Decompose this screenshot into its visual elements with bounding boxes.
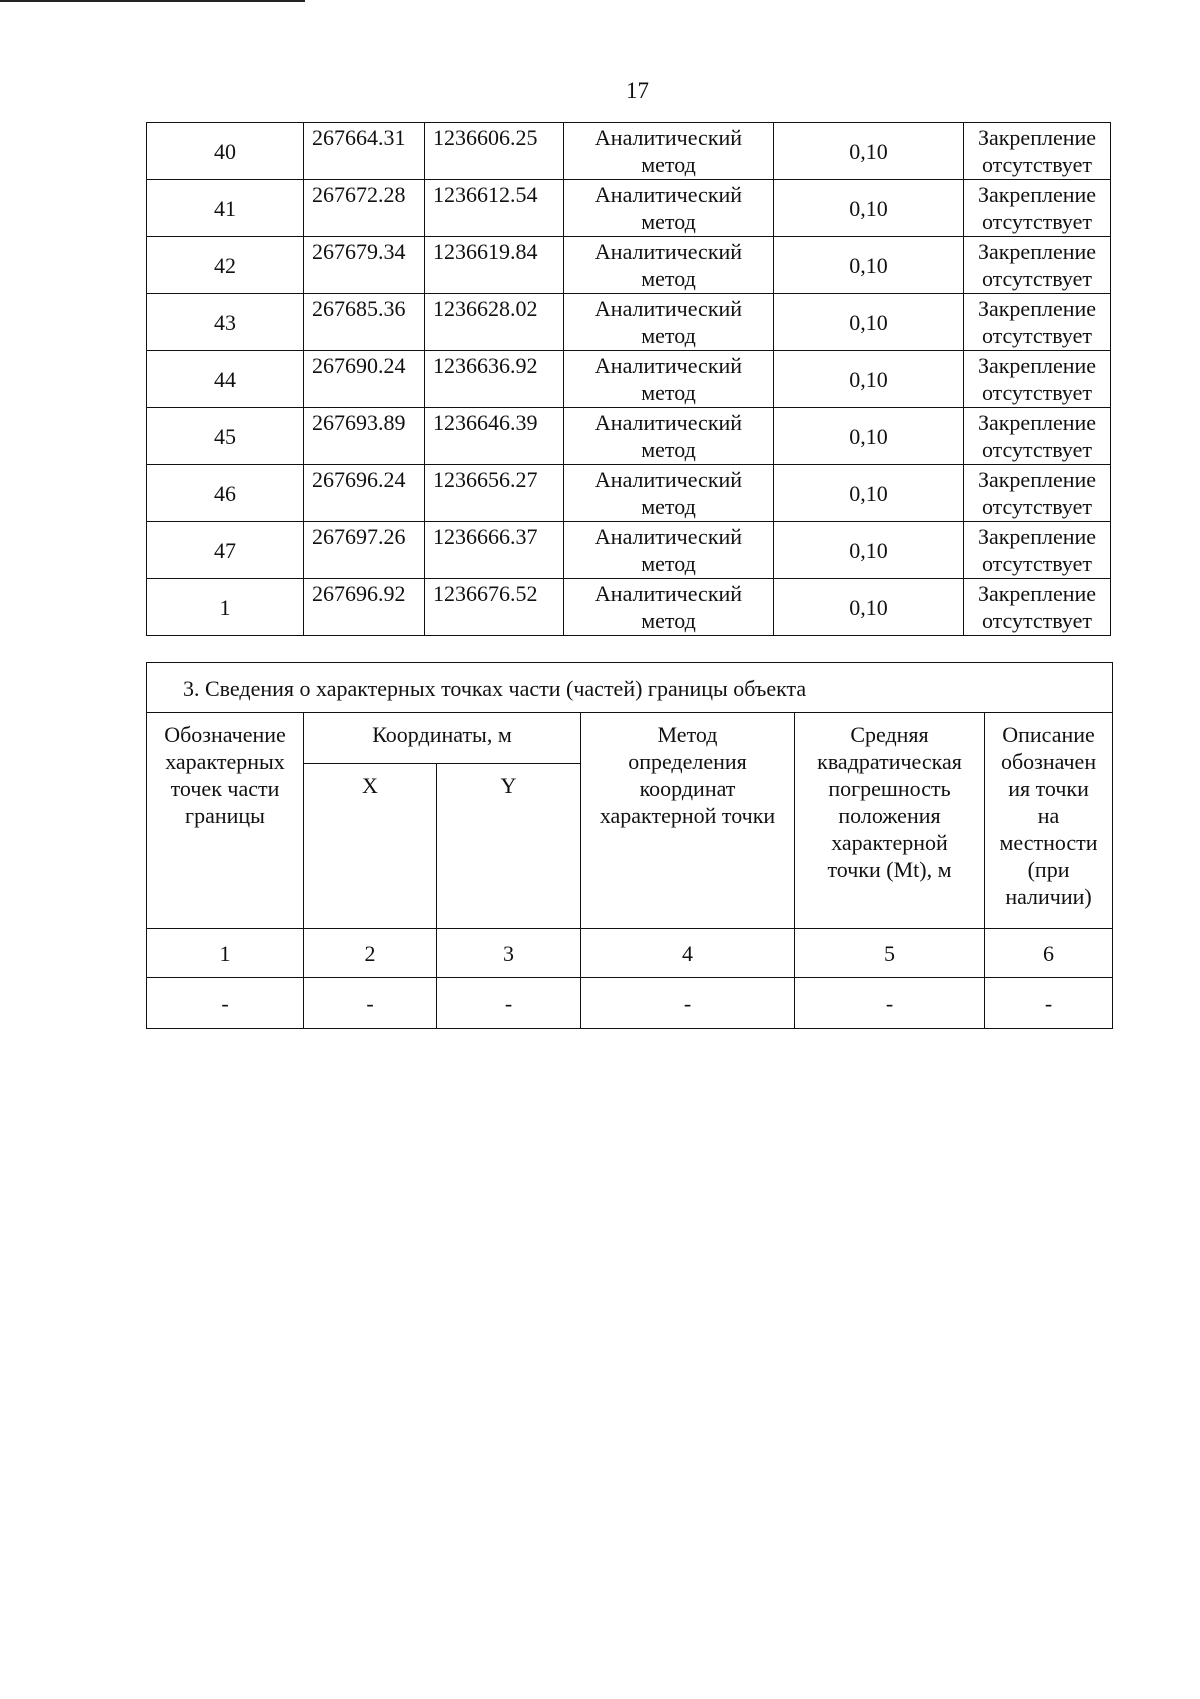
coord-y: 1236606.25 [425, 123, 564, 180]
column-number: 3 [437, 929, 581, 978]
description-line: отсутствует [981, 323, 1093, 348]
method-line: метод [641, 209, 696, 234]
page-number: 17 [626, 78, 649, 103]
error-value: 0,10 [774, 351, 964, 408]
column-number: 2 [304, 929, 437, 978]
point-number: 45 [147, 408, 304, 465]
description-cell [964, 351, 1111, 408]
section-title: 3. Сведения о характерных точках части (частей) границы объекта [147, 663, 1113, 713]
method-line: метод [641, 437, 696, 462]
coord-x: 267672.28 [304, 180, 425, 237]
coord-x: 267685.36 [304, 294, 425, 351]
header-y: Y [437, 764, 581, 929]
coord-y: 1236628.02 [425, 294, 564, 351]
point-number: 43 [147, 294, 304, 351]
table-row [147, 180, 1111, 237]
empty-cell: - [437, 978, 581, 1029]
header-error: Средняя квадратическая погрешность положения характерной точки (Mt), м [795, 713, 985, 929]
description-line: Закрепление [977, 410, 1097, 435]
table-row [147, 237, 1111, 294]
parts-points-table [146, 662, 1113, 1029]
method-cell [564, 522, 774, 579]
table-row [147, 465, 1111, 522]
error-value: 0,10 [774, 579, 964, 636]
description-line: отсутствует [981, 380, 1093, 405]
header-coordinates: Координаты, м [304, 713, 581, 764]
method-cell [564, 180, 774, 237]
coord-x: 267679.34 [304, 237, 425, 294]
table-row [147, 351, 1111, 408]
method-line: метод [641, 323, 696, 348]
method-line: метод [641, 494, 696, 519]
error-value: 0,10 [774, 522, 964, 579]
method-line: Аналитический [594, 125, 743, 150]
coord-y: 1236676.52 [425, 579, 564, 636]
method-line: Аналитический [594, 182, 743, 207]
column-number: 4 [581, 929, 795, 978]
column-number: 6 [985, 929, 1113, 978]
coord-y: 1236636.92 [425, 351, 564, 408]
coord-x: 267693.89 [304, 408, 425, 465]
table-row [147, 579, 1111, 636]
description-line: отсутствует [981, 608, 1093, 633]
description-line: отсутствует [981, 266, 1093, 291]
method-cell [564, 351, 774, 408]
description-cell [964, 408, 1111, 465]
description-line: Закрепление [977, 524, 1097, 549]
point-number: 1 [147, 579, 304, 636]
method-cell [564, 123, 774, 180]
header-designation: Обозначение характерных точек части границы [147, 713, 304, 929]
empty-cell: - [795, 978, 985, 1029]
description-line: Закрепление [977, 125, 1097, 150]
error-value: 0,10 [774, 123, 964, 180]
error-value: 0,10 [774, 408, 964, 465]
coord-y: 1236612.54 [425, 180, 564, 237]
column-number: 1 [147, 929, 304, 978]
table-row [147, 123, 1111, 180]
description-cell [964, 522, 1111, 579]
method-line: метод [641, 608, 696, 633]
description-line: Закрепление [977, 296, 1097, 321]
method-line: Аналитический [594, 296, 743, 321]
method-line: Аналитический [594, 467, 743, 492]
description-line: Закрепление [977, 239, 1097, 264]
table-row [147, 522, 1111, 579]
table-row [147, 294, 1111, 351]
coord-y: 1236646.39 [425, 408, 564, 465]
method-cell [564, 294, 774, 351]
description-line: отсутствует [981, 209, 1093, 234]
method-line: Аналитический [594, 410, 743, 435]
empty-cell: - [147, 978, 304, 1029]
description-line: Закрепление [977, 467, 1097, 492]
description-cell [964, 180, 1111, 237]
header-x: X [304, 764, 437, 929]
error-value: 0,10 [774, 465, 964, 522]
coordinates-table [146, 122, 1111, 636]
point-number: 41 [147, 180, 304, 237]
method-cell [564, 465, 774, 522]
description-cell [964, 237, 1111, 294]
method-line: Аналитический [594, 524, 743, 549]
description-line: отсутствует [981, 152, 1093, 177]
coord-x: 267696.92 [304, 579, 425, 636]
coord-x: 267696.24 [304, 465, 425, 522]
table-row [147, 408, 1111, 465]
column-number: 5 [795, 929, 985, 978]
description-cell [964, 294, 1111, 351]
description-cell [964, 465, 1111, 522]
coord-x: 267664.31 [304, 123, 425, 180]
coord-x: 267697.26 [304, 522, 425, 579]
description-line: отсутствует [981, 437, 1093, 462]
description-line: Закрепление [977, 182, 1097, 207]
empty-cell: - [985, 978, 1113, 1029]
point-number: 40 [147, 123, 304, 180]
scan-edge-line [0, 0, 305, 2]
column-numbers-row [147, 929, 1113, 978]
method-line: Аналитический [594, 353, 743, 378]
method-cell [564, 408, 774, 465]
description-line: Закрепление [977, 353, 1097, 378]
description-line: отсутствует [981, 551, 1093, 576]
description-line: отсутствует [981, 494, 1093, 519]
method-line: Аналитический [594, 239, 743, 264]
description-cell [964, 579, 1111, 636]
method-line: метод [641, 551, 696, 576]
point-number: 42 [147, 237, 304, 294]
method-line: Аналитический [594, 581, 743, 606]
error-value: 0,10 [774, 180, 964, 237]
method-line: метод [641, 380, 696, 405]
point-number: 44 [147, 351, 304, 408]
description-cell [964, 123, 1111, 180]
description-line: Закрепление [977, 581, 1097, 606]
empty-cell: - [581, 978, 795, 1029]
header-description: Описание обозначен ия точки на местности (при наличии) [985, 713, 1113, 929]
method-cell [564, 579, 774, 636]
empty-cell: - [304, 978, 437, 1029]
error-value: 0,10 [774, 294, 964, 351]
method-line: метод [641, 152, 696, 177]
empty-data-row [147, 978, 1113, 1029]
method-line: метод [641, 266, 696, 291]
coord-y: 1236619.84 [425, 237, 564, 294]
header-method: Метод определения координат характерной точки [581, 713, 795, 929]
coord-y: 1236656.27 [425, 465, 564, 522]
coord-x: 267690.24 [304, 351, 425, 408]
coord-y: 1236666.37 [425, 522, 564, 579]
point-number: 46 [147, 465, 304, 522]
point-number: 47 [147, 522, 304, 579]
method-cell [564, 237, 774, 294]
error-value: 0,10 [774, 237, 964, 294]
